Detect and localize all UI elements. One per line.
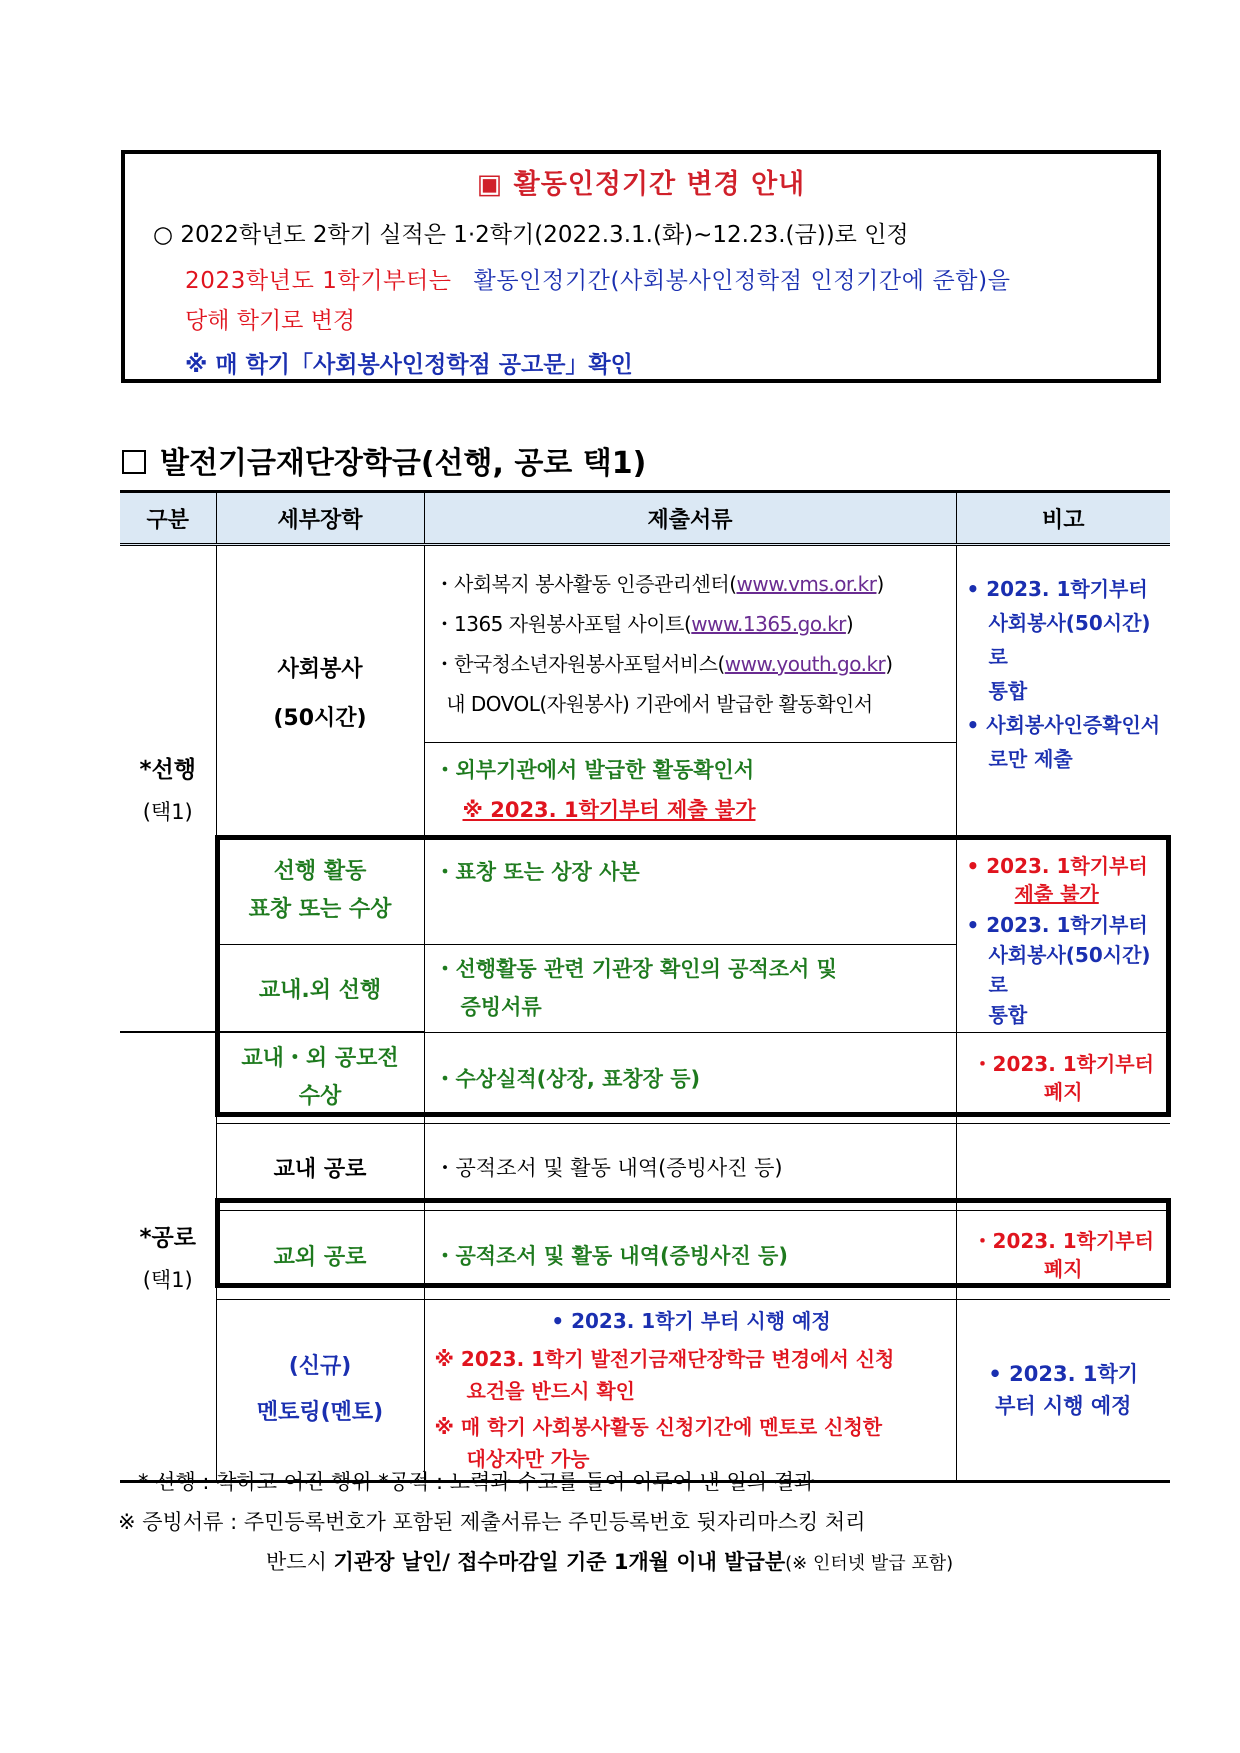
table-row <box>120 1300 1170 1482</box>
table-row <box>120 545 1170 743</box>
detail-internal-merit: 교내 공로 <box>216 1124 424 1211</box>
category-gongro-label: *공로 <box>139 1225 196 1251</box>
category-seonhaeng <box>120 545 216 1033</box>
note-external-merit: ・2023. 1학기부터 폐지 <box>956 1211 1170 1300</box>
docs-internal-merit: ・공적조서 및 활동 내역(증빙사진 등) <box>424 1124 956 1211</box>
note-internal-merit <box>956 1124 1170 1211</box>
notice-line-1: ○ 2022학년도 2학기 실적은 1·2학기(2022.3.1.(화)~12.23.(금))로 인정 <box>153 222 909 248</box>
detail-external-merit: 교외 공로 <box>216 1211 424 1300</box>
docs-mentoring: • 2023. 1학기 부터 시행 예정 ※ 2023. 1학기 발전기금재단장학금 변경에서 신청 요건을 반드시 확인 ※ 매 학기 사회봉사활동 신청기간에 멘토로 신청한 대상자만 가능 <box>424 1300 956 1482</box>
note-mentoring: • 2023. 1학기 부터 시행 예정 <box>956 1300 1170 1482</box>
note-contest: ・2023. 1학기부터 폐지 <box>956 1032 1170 1124</box>
detail-mentoring: (신규) 멘토링(멘토) <box>216 1300 424 1482</box>
doc-item: ・1365 자원봉사포털 사이트(www.1365.go.kr) <box>434 612 854 636</box>
docs-external: ・외부기관에서 발급한 활동확인서 ※ 2023. 1학기부터 제출 불가 <box>424 743 956 838</box>
detail-social-service <box>216 545 424 838</box>
notice-title: ▣ 활동인정기간 변경 안내 <box>476 169 806 200</box>
docs-social-service <box>424 545 956 743</box>
notice-line-3: 당해 학기로 변경 <box>185 308 356 334</box>
category-seonhaeng-sub: (택1) <box>142 800 193 824</box>
checkbox-square-icon <box>122 450 146 474</box>
docs-good-deed: ・선행활동 관련 기관장 확인의 공적조서 및 증빙서류 <box>424 945 956 1033</box>
detail-contest: 교내・외 공모전 수상 <box>216 1032 424 1124</box>
notice-line-2 <box>185 262 1145 295</box>
table-row <box>120 838 1170 945</box>
youth-link[interactable]: www.youth.go.kr <box>724 652 886 676</box>
note-social-service: • 2023. 1학기부터 사회봉사(50시간)로 통합 • 사회봉사인증확인서 로만 제출 <box>956 545 1170 838</box>
footnote-evidence: ※ 증빙서류 : 주민등록번호가 포함된 제출서류는 주민등록번호 뒷자리마스킹 처리 <box>118 1510 866 1534</box>
header-documents: 제출서류 <box>424 492 956 545</box>
notice-box <box>121 150 1161 383</box>
header-note: 비고 <box>956 492 1170 545</box>
docs-award: ・표창 또는 상장 사본 <box>424 838 956 945</box>
table-row <box>120 1211 1170 1300</box>
footnote-issuance: 반드시 기관장 날인/ 접수마감일 기준 1개월 이내 발급분(※ 인터넷 발급 포함) <box>266 1550 954 1574</box>
header-detail: 세부장학 <box>216 492 424 545</box>
table-row <box>120 1032 1170 1124</box>
note-award: • 2023. 1학기부터 제출 불가 • 2023. 1학기부터 사회봉사(50시간)로 통합 <box>956 838 1170 1033</box>
doc-item: ・사회복지 봉사활동 인증관리센터(www.vms.or.kr) <box>434 572 884 596</box>
category-gongro <box>120 1032 216 1482</box>
notice-line-2-blue: 활동인정기간(사회봉사인정학점 인정기간에 준함)을 <box>473 268 1011 294</box>
section-title-text: 발전기금재단장학금(선행, 공로 택1) <box>160 446 647 481</box>
footnote-definitions: * 선행 : 착하고 어진 행위 *공적 : 노력과 수고를 들여 이루어 낸 일의 결과 <box>138 1470 815 1494</box>
detail-award: 선행 활동 표창 또는 수상 <box>216 838 424 945</box>
section-title <box>122 438 646 482</box>
table-row <box>120 1124 1170 1211</box>
scholarship-table <box>120 490 1170 1483</box>
category-seonhaeng-label: *선행 <box>139 757 196 783</box>
notice-line-2-red: 2023학년도 1학기부터는 <box>185 268 452 294</box>
detail-social-service-line1: 사회봉사 <box>277 656 363 682</box>
detail-social-service-line2: (50시간) <box>273 705 367 731</box>
docs-external-merit: ・공적조서 및 활동 내역(증빙사진 등) <box>424 1211 956 1300</box>
table-header-row <box>120 492 1170 545</box>
header-category: 구분 <box>120 492 216 545</box>
detail-good-deed: 교내.외 선행 <box>216 945 424 1033</box>
doc-item: ・한국청소년자원봉사포털서비스(www.youth.go.kr) <box>434 652 893 676</box>
notice-line-4: ※ 매 학기「사회봉사인정학점 공고문」확인 <box>185 352 633 378</box>
doc-item: 내 DOVOL(자원봉사) 기관에서 발급한 활동확인서 <box>434 692 873 716</box>
vms-link[interactable]: www.vms.or.kr <box>736 572 877 596</box>
1365-link[interactable]: www.1365.go.kr <box>691 612 846 636</box>
docs-contest: ・수상실적(상장, 표창장 등) <box>424 1032 956 1124</box>
category-gongro-sub: (택1) <box>142 1268 193 1292</box>
